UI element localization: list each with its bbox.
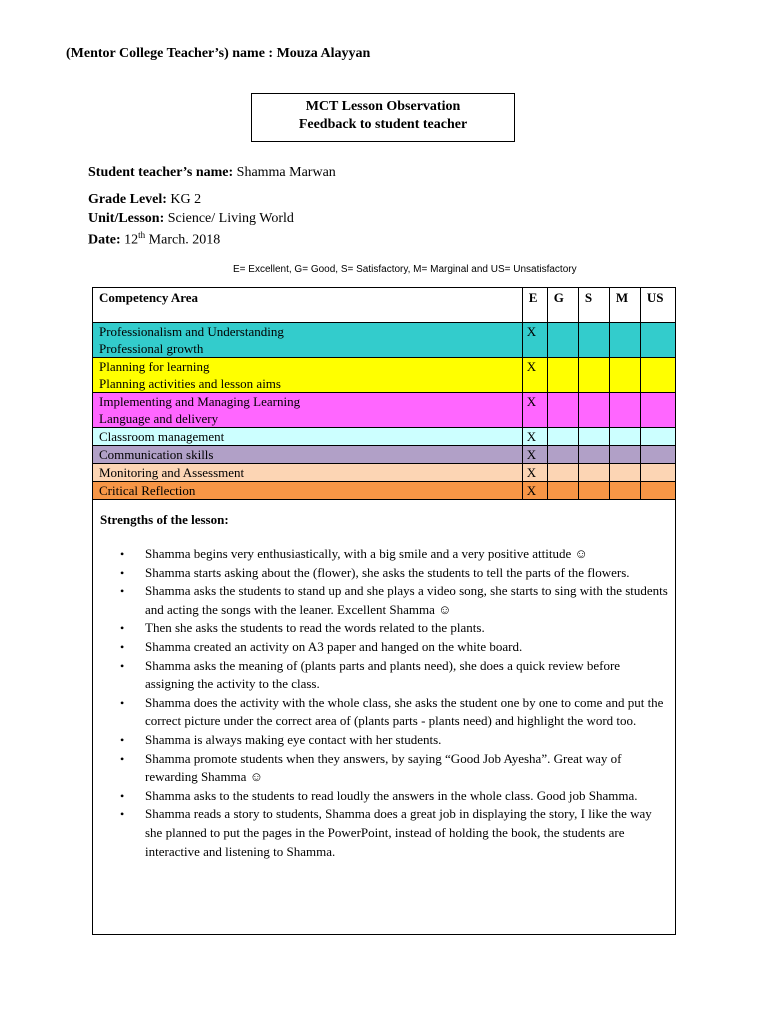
competency-area-line: Professional growth <box>99 341 204 356</box>
bullet-icon: • <box>120 751 125 766</box>
list-item <box>120 731 671 750</box>
table-row <box>93 393 676 428</box>
unit-value: Science/ Living World <box>167 211 294 226</box>
strength-text: Shamma starts asking about the (flower), she asks the students to tell the parts of the flowers. <box>145 564 630 580</box>
rating-s-cell <box>578 323 609 358</box>
competency-area-line: Monitoring and Assessment <box>99 465 245 480</box>
rating-g-cell <box>547 323 578 358</box>
rating-g-cell <box>547 358 578 393</box>
strength-text: Shamma asks to the students to read loudly the answers in the whole class. Good job Shamma. <box>145 787 638 803</box>
header-g: G <box>547 288 578 323</box>
header-competency-area: Competency Area <box>93 288 523 323</box>
strengths-section <box>92 493 676 935</box>
competency-area-line: Implementing and Managing Learning <box>99 394 301 409</box>
header-m: M <box>609 288 640 323</box>
rating-g-cell <box>547 428 578 446</box>
rating-us-cell <box>640 428 675 446</box>
rating-m-cell <box>609 393 640 428</box>
rating-g-cell <box>547 446 578 464</box>
list-item <box>120 619 671 638</box>
bullet-icon: • <box>120 695 125 710</box>
competency-area-line: Planning activities and lesson aims <box>99 376 281 391</box>
date-rest: March. 2018 <box>148 232 221 248</box>
table-row <box>93 323 676 358</box>
title-line-2: Feedback to student teacher <box>298 117 468 132</box>
strength-text: Shamma reads a story to students, Shamma does a great job in displaying the story, I like the way she planned to put the pages in the PowerPoint, instead of holding the book, the students are interactive and listening to Shamma. <box>145 806 652 859</box>
bullet-icon: • <box>120 621 125 636</box>
strength-text: Then she asks the students to read the words related to the plants. <box>145 620 485 636</box>
strengths-list <box>93 545 671 861</box>
rating-us-cell <box>640 393 675 428</box>
list-item <box>120 787 671 806</box>
competency-area-cell <box>93 428 523 446</box>
strength-text: Shamma does the activity with the whole class, she asks the student one by one to come and put the correct picture under the correct area of (plants parts - plants need) and highlight the word too. <box>145 694 664 729</box>
student-label: Student teacher’s name: <box>88 165 234 180</box>
unit-label: Unit/Lesson: <box>88 211 165 226</box>
bullet-icon: • <box>120 658 125 673</box>
competency-area-cell <box>93 464 523 482</box>
table-row <box>93 428 676 446</box>
rating-us-cell <box>640 323 675 358</box>
unit-lesson-field <box>88 211 294 227</box>
grade-value: KG 2 <box>170 192 202 207</box>
list-item <box>120 694 671 731</box>
competency-area-line: Planning for learning <box>99 359 210 374</box>
rating-m-cell <box>609 446 640 464</box>
student-value: Shamma Marwan <box>236 165 336 180</box>
bullet-icon: • <box>120 639 125 654</box>
list-item <box>120 805 671 861</box>
rating-m-cell <box>609 323 640 358</box>
rating-us-cell <box>640 464 675 482</box>
mentor-name-line <box>66 46 370 62</box>
mentor-value: Mouza Alayyan <box>276 46 371 61</box>
rating-m-cell <box>609 464 640 482</box>
rating-s-cell <box>578 464 609 482</box>
table-row <box>93 464 676 482</box>
date-field <box>88 230 220 249</box>
rating-e-cell: X <box>522 358 547 393</box>
competency-area-cell <box>93 446 523 464</box>
rating-m-cell <box>609 428 640 446</box>
strength-text: Shamma asks the students to stand up and she plays a video song, she starts to sing with the students and acting the songs with the leaner. Excellent Shamma ☺ <box>145 583 668 617</box>
rating-s-cell <box>578 446 609 464</box>
date-day: 12 <box>124 232 139 248</box>
competency-table <box>92 287 676 500</box>
competency-area-line: Communication skills <box>99 447 214 462</box>
bullet-icon: • <box>120 807 125 822</box>
rating-s-cell <box>578 393 609 428</box>
competency-area-cell <box>93 323 523 358</box>
bullet-icon: • <box>120 547 125 561</box>
rating-s-cell <box>578 358 609 393</box>
rating-e-cell: X <box>522 428 547 446</box>
competency-area-cell <box>93 393 523 428</box>
competency-area-cell <box>93 358 523 393</box>
rating-e-cell: X <box>522 482 547 500</box>
strength-text: Shamma begins very enthusiastically, with a big smile and a very positive attitude ☺ <box>145 546 588 561</box>
rating-g-cell <box>547 464 578 482</box>
rating-us-cell <box>640 358 675 393</box>
date-label: Date: <box>88 232 121 248</box>
rating-g-cell <box>547 393 578 428</box>
list-item <box>120 750 671 787</box>
rating-us-cell <box>640 446 675 464</box>
list-item <box>120 545 671 564</box>
strength-text: Shamma is always making eye contact with her students. <box>145 731 442 747</box>
table-row <box>93 358 676 393</box>
title-line-1: MCT Lesson Observation <box>305 99 461 114</box>
grade-level-field <box>88 192 201 208</box>
student-name-field <box>88 165 336 181</box>
date-suffix: th <box>138 230 146 240</box>
header-e: E <box>522 288 547 323</box>
list-item <box>120 564 671 583</box>
rating-m-cell <box>609 358 640 393</box>
rating-s-cell <box>578 428 609 446</box>
competency-area-line: Classroom management <box>99 429 225 444</box>
list-item <box>120 582 671 619</box>
rating-e-cell: X <box>522 323 547 358</box>
list-item <box>120 657 671 694</box>
grade-label: Grade Level: <box>88 192 167 207</box>
header-s: S <box>578 288 609 323</box>
document-title-box <box>251 93 515 142</box>
table-row <box>93 446 676 464</box>
competency-area-line: Professionalism and Understanding <box>99 324 284 339</box>
competency-area-line: Critical Reflection <box>99 483 196 498</box>
rating-e-cell: X <box>522 446 547 464</box>
rating-e-cell: X <box>522 393 547 428</box>
strength-text: Shamma created an activity on A3 paper and hanged on the white board. <box>145 638 523 654</box>
rating-legend: E= Excellent, G= Good, S= Satisfactory, M= Marginal and US= Unsatisfactory <box>233 264 577 275</box>
header-us: US <box>640 288 675 323</box>
mentor-label: (Mentor College Teacher’s) name : <box>66 46 274 61</box>
bullet-icon: • <box>120 584 125 599</box>
strengths-heading: Strengths of the lesson: <box>100 512 229 527</box>
list-item <box>120 638 671 657</box>
bullet-icon: • <box>120 788 125 803</box>
competency-area-line: Language and delivery <box>99 411 219 426</box>
strength-text: Shamma promote students when they answers, by saying “Good Job Ayesha”. Great way of rewarding Shamma ☺ <box>145 750 622 785</box>
rating-e-cell: X <box>522 464 547 482</box>
bullet-icon: • <box>120 732 125 747</box>
bullet-icon: • <box>120 565 125 580</box>
strength-text: Shamma asks the meaning of (plants parts and plants need), she does a quick review before assigning the activity to the class. <box>145 657 621 692</box>
table-header-row <box>93 288 676 323</box>
